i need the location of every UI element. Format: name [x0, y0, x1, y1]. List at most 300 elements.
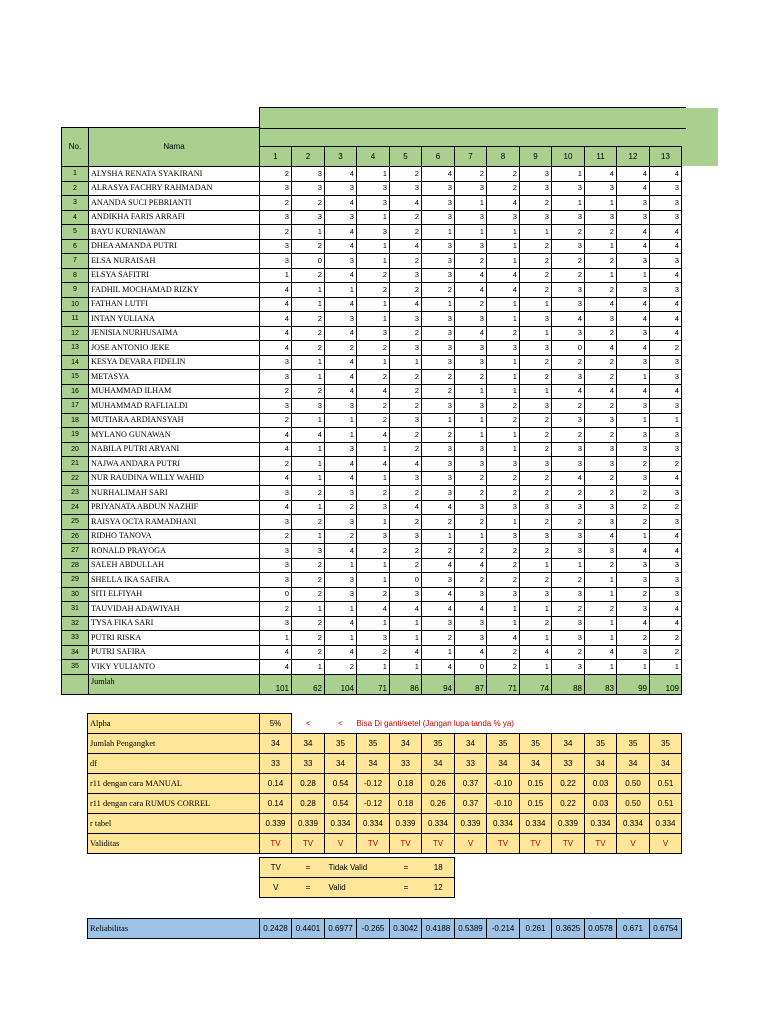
- score-cell[interactable]: 2: [520, 268, 552, 283]
- stats-cell[interactable]: -0.12: [357, 794, 390, 814]
- score-cell[interactable]: 3: [487, 529, 520, 544]
- score-cell[interactable]: 3: [357, 181, 390, 196]
- score-cell[interactable]: 3: [422, 616, 455, 631]
- score-cell[interactable]: 0: [455, 660, 487, 675]
- score-cell[interactable]: 3: [552, 500, 585, 515]
- score-cell[interactable]: 4: [390, 602, 422, 617]
- score-cell[interactable]: 1: [292, 500, 325, 515]
- score-cell[interactable]: 1: [292, 283, 325, 298]
- score-cell[interactable]: 4: [650, 602, 682, 617]
- reliability-cell[interactable]: 0.3625: [552, 919, 585, 939]
- score-cell[interactable]: 1: [422, 413, 455, 428]
- student-name[interactable]: MUHAMMAD RAFLIALDI: [89, 399, 260, 414]
- score-cell[interactable]: 3: [552, 210, 585, 225]
- score-cell[interactable]: 1: [487, 428, 520, 443]
- score-cell[interactable]: 3: [325, 486, 357, 501]
- validity-cell[interactable]: V: [325, 834, 357, 854]
- student-name[interactable]: TYSA FIKA SARI: [89, 616, 260, 631]
- score-cell[interactable]: 2: [455, 515, 487, 530]
- score-cell[interactable]: 1: [487, 239, 520, 254]
- stats-cell[interactable]: 0.339: [260, 814, 292, 834]
- score-cell[interactable]: 3: [357, 326, 390, 341]
- score-cell[interactable]: 2: [520, 370, 552, 385]
- stats-cell[interactable]: -0.10: [487, 774, 520, 794]
- score-cell[interactable]: 1: [455, 428, 487, 443]
- score-cell[interactable]: 1: [292, 457, 325, 472]
- student-name[interactable]: RAISYA OCTA RAMADHANI: [89, 515, 260, 530]
- stats-cell[interactable]: 33: [292, 754, 325, 774]
- score-cell[interactable]: 1: [357, 167, 390, 182]
- stats-cell[interactable]: 0.51: [650, 774, 682, 794]
- stats-cell[interactable]: 35: [585, 734, 617, 754]
- score-cell[interactable]: 1: [455, 196, 487, 211]
- stats-cell[interactable]: 35: [357, 734, 390, 754]
- score-cell[interactable]: 1: [520, 297, 552, 312]
- score-cell[interactable]: 4: [455, 645, 487, 660]
- score-cell[interactable]: 1: [325, 413, 357, 428]
- score-cell[interactable]: 2: [585, 283, 617, 298]
- score-cell[interactable]: 2: [260, 384, 292, 399]
- score-cell[interactable]: 3: [260, 486, 292, 501]
- score-cell[interactable]: 3: [292, 181, 325, 196]
- score-cell[interactable]: 3: [260, 370, 292, 385]
- score-cell[interactable]: 4: [617, 239, 650, 254]
- score-cell[interactable]: 3: [487, 457, 520, 472]
- score-cell[interactable]: 2: [552, 428, 585, 443]
- score-cell[interactable]: 2: [292, 239, 325, 254]
- score-cell[interactable]: 1: [292, 602, 325, 617]
- score-cell[interactable]: 2: [617, 515, 650, 530]
- stats-cell[interactable]: 0.26: [422, 774, 455, 794]
- score-cell[interactable]: 1: [487, 602, 520, 617]
- stats-cell[interactable]: 35: [325, 734, 357, 754]
- score-cell[interactable]: 2: [292, 645, 325, 660]
- score-cell[interactable]: 4: [650, 529, 682, 544]
- score-cell[interactable]: 3: [357, 225, 390, 240]
- score-cell[interactable]: 3: [650, 428, 682, 443]
- stats-cell[interactable]: 0.22: [552, 794, 585, 814]
- score-cell[interactable]: 4: [520, 645, 552, 660]
- score-cell[interactable]: 2: [357, 268, 390, 283]
- score-cell[interactable]: 2: [585, 602, 617, 617]
- score-cell[interactable]: 0: [292, 254, 325, 269]
- score-cell[interactable]: 3: [585, 500, 617, 515]
- score-cell[interactable]: 3: [617, 645, 650, 660]
- score-cell[interactable]: 3: [325, 587, 357, 602]
- score-cell[interactable]: 2: [422, 428, 455, 443]
- score-cell[interactable]: 3: [650, 573, 682, 588]
- score-cell[interactable]: 1: [585, 660, 617, 675]
- score-cell[interactable]: 2: [520, 442, 552, 457]
- score-cell[interactable]: 3: [325, 181, 357, 196]
- score-cell[interactable]: 4: [617, 181, 650, 196]
- score-cell[interactable]: 3: [325, 399, 357, 414]
- score-cell[interactable]: 3: [357, 529, 390, 544]
- student-name[interactable]: TAUVIDAH ADAWIYAH: [89, 602, 260, 617]
- score-cell[interactable]: 1: [260, 631, 292, 646]
- score-cell[interactable]: 3: [422, 341, 455, 356]
- score-cell[interactable]: 4: [650, 225, 682, 240]
- stats-cell[interactable]: 34: [585, 754, 617, 774]
- score-cell[interactable]: 3: [422, 312, 455, 327]
- score-cell[interactable]: 4: [422, 587, 455, 602]
- student-name[interactable]: METASYA: [89, 370, 260, 385]
- stats-cell[interactable]: 0.54: [325, 794, 357, 814]
- score-cell[interactable]: 2: [357, 341, 390, 356]
- score-cell[interactable]: 3: [650, 283, 682, 298]
- stats-cell[interactable]: 34: [487, 754, 520, 774]
- score-cell[interactable]: 3: [520, 312, 552, 327]
- stats-cell[interactable]: 33: [455, 754, 487, 774]
- stats-cell[interactable]: 34: [617, 754, 650, 774]
- score-cell[interactable]: 3: [325, 515, 357, 530]
- score-cell[interactable]: 4: [585, 645, 617, 660]
- score-cell[interactable]: 4: [650, 312, 682, 327]
- student-name[interactable]: VIKY YULIANTO: [89, 660, 260, 675]
- stats-cell[interactable]: 34: [325, 754, 357, 774]
- score-cell[interactable]: 3: [552, 631, 585, 646]
- score-cell[interactable]: 3: [520, 341, 552, 356]
- score-cell[interactable]: 2: [292, 573, 325, 588]
- student-name[interactable]: NUR RAUDINA WILLY WAHID: [89, 471, 260, 486]
- stats-cell[interactable]: 0.339: [552, 814, 585, 834]
- student-name[interactable]: BAYU KURNIAWAN: [89, 225, 260, 240]
- score-cell[interactable]: 2: [520, 616, 552, 631]
- score-cell[interactable]: 4: [487, 283, 520, 298]
- score-cell[interactable]: 4: [455, 558, 487, 573]
- score-cell[interactable]: 2: [292, 587, 325, 602]
- score-cell[interactable]: 4: [390, 645, 422, 660]
- score-cell[interactable]: 3: [650, 254, 682, 269]
- score-cell[interactable]: 4: [650, 167, 682, 182]
- score-cell[interactable]: 3: [325, 573, 357, 588]
- score-cell[interactable]: 3: [650, 370, 682, 385]
- reliability-cell[interactable]: -0.265: [357, 919, 390, 939]
- score-cell[interactable]: 3: [650, 486, 682, 501]
- score-cell[interactable]: 4: [552, 471, 585, 486]
- score-cell[interactable]: 3: [422, 268, 455, 283]
- score-cell[interactable]: 2: [357, 283, 390, 298]
- score-cell[interactable]: 1: [390, 616, 422, 631]
- score-cell[interactable]: 1: [617, 529, 650, 544]
- stats-cell[interactable]: 35: [520, 734, 552, 754]
- score-cell[interactable]: 4: [585, 167, 617, 182]
- score-cell[interactable]: 2: [325, 529, 357, 544]
- score-cell[interactable]: 3: [487, 587, 520, 602]
- score-cell[interactable]: 3: [617, 254, 650, 269]
- score-cell[interactable]: 3: [552, 616, 585, 631]
- score-cell[interactable]: 2: [552, 515, 585, 530]
- score-cell[interactable]: 2: [422, 544, 455, 559]
- student-name[interactable]: NAJWA ANDARA PUTRI: [89, 457, 260, 472]
- score-cell[interactable]: 2: [292, 268, 325, 283]
- score-cell[interactable]: 2: [487, 326, 520, 341]
- score-cell[interactable]: 2: [390, 558, 422, 573]
- score-cell[interactable]: 3: [487, 500, 520, 515]
- score-cell[interactable]: 2: [552, 486, 585, 501]
- stats-cell[interactable]: 0.18: [390, 794, 422, 814]
- score-cell[interactable]: 2: [390, 384, 422, 399]
- score-cell[interactable]: 3: [552, 326, 585, 341]
- score-cell[interactable]: 1: [325, 283, 357, 298]
- score-cell[interactable]: 3: [552, 413, 585, 428]
- score-cell[interactable]: 1: [487, 515, 520, 530]
- validity-cell[interactable]: TV: [357, 834, 390, 854]
- score-cell[interactable]: 2: [357, 587, 390, 602]
- validity-cell[interactable]: TV: [390, 834, 422, 854]
- score-cell[interactable]: 1: [292, 413, 325, 428]
- score-cell[interactable]: 1: [357, 210, 390, 225]
- stats-cell[interactable]: 0.14: [260, 774, 292, 794]
- score-cell[interactable]: 3: [552, 529, 585, 544]
- stats-cell[interactable]: -0.10: [487, 794, 520, 814]
- score-cell[interactable]: 4: [260, 297, 292, 312]
- score-cell[interactable]: 4: [325, 457, 357, 472]
- stats-cell[interactable]: 35: [617, 734, 650, 754]
- score-cell[interactable]: 1: [585, 196, 617, 211]
- score-cell[interactable]: 2: [260, 413, 292, 428]
- score-cell[interactable]: 2: [260, 602, 292, 617]
- score-cell[interactable]: 1: [325, 428, 357, 443]
- reliability-cell[interactable]: 0.6754: [650, 919, 682, 939]
- score-cell[interactable]: 2: [650, 341, 682, 356]
- score-cell[interactable]: 2: [650, 631, 682, 646]
- score-cell[interactable]: 4: [455, 326, 487, 341]
- score-cell[interactable]: 3: [325, 254, 357, 269]
- score-cell[interactable]: 4: [617, 225, 650, 240]
- score-cell[interactable]: 1: [422, 645, 455, 660]
- score-cell[interactable]: 4: [552, 312, 585, 327]
- score-cell[interactable]: 4: [325, 645, 357, 660]
- score-cell[interactable]: 3: [455, 210, 487, 225]
- score-cell[interactable]: 3: [260, 181, 292, 196]
- score-cell[interactable]: 3: [390, 341, 422, 356]
- score-cell[interactable]: 3: [650, 181, 682, 196]
- score-cell[interactable]: 2: [617, 457, 650, 472]
- score-cell[interactable]: 1: [487, 225, 520, 240]
- score-cell[interactable]: 2: [422, 370, 455, 385]
- score-cell[interactable]: 1: [455, 384, 487, 399]
- score-cell[interactable]: 1: [422, 529, 455, 544]
- score-cell[interactable]: 3: [487, 341, 520, 356]
- score-cell[interactable]: 3: [520, 167, 552, 182]
- score-cell[interactable]: 1: [520, 326, 552, 341]
- score-cell[interactable]: 4: [650, 471, 682, 486]
- student-name[interactable]: SALEH ABDULLAH: [89, 558, 260, 573]
- score-cell[interactable]: 2: [390, 515, 422, 530]
- score-cell[interactable]: 3: [617, 399, 650, 414]
- score-cell[interactable]: 3: [390, 471, 422, 486]
- score-cell[interactable]: 4: [422, 660, 455, 675]
- score-cell[interactable]: 3: [260, 616, 292, 631]
- score-cell[interactable]: 4: [292, 428, 325, 443]
- score-cell[interactable]: 3: [617, 558, 650, 573]
- score-cell[interactable]: 2: [552, 268, 585, 283]
- reliability-cell[interactable]: 0.4188: [422, 919, 455, 939]
- score-cell[interactable]: 2: [292, 196, 325, 211]
- score-cell[interactable]: 4: [357, 428, 390, 443]
- stats-cell[interactable]: 0.28: [292, 794, 325, 814]
- score-cell[interactable]: 4: [487, 196, 520, 211]
- score-cell[interactable]: 2: [585, 558, 617, 573]
- stats-cell[interactable]: 35: [487, 734, 520, 754]
- stats-cell[interactable]: 34: [650, 754, 682, 774]
- score-cell[interactable]: 2: [357, 544, 390, 559]
- score-cell[interactable]: 2: [422, 631, 455, 646]
- score-cell[interactable]: 4: [585, 341, 617, 356]
- student-name[interactable]: SITI ELFIYAH: [89, 587, 260, 602]
- score-cell[interactable]: 4: [260, 428, 292, 443]
- score-cell[interactable]: 4: [390, 297, 422, 312]
- score-cell[interactable]: 4: [650, 268, 682, 283]
- score-cell[interactable]: 4: [357, 602, 390, 617]
- score-cell[interactable]: 3: [455, 631, 487, 646]
- student-name[interactable]: PUTRI SAFIRA: [89, 645, 260, 660]
- score-cell[interactable]: 3: [422, 399, 455, 414]
- score-cell[interactable]: 2: [390, 399, 422, 414]
- student-name[interactable]: RONALD PRAYOGA: [89, 544, 260, 559]
- score-cell[interactable]: 2: [520, 486, 552, 501]
- score-cell[interactable]: 3: [260, 210, 292, 225]
- student-name[interactable]: SHELLA IKA SAFIRA: [89, 573, 260, 588]
- score-cell[interactable]: 3: [390, 181, 422, 196]
- score-cell[interactable]: 2: [487, 645, 520, 660]
- score-cell[interactable]: 2: [487, 413, 520, 428]
- score-cell[interactable]: 4: [390, 196, 422, 211]
- score-cell[interactable]: 4: [617, 167, 650, 182]
- score-cell[interactable]: 1: [617, 413, 650, 428]
- score-cell[interactable]: 4: [325, 471, 357, 486]
- reliability-cell[interactable]: 0.261: [520, 919, 552, 939]
- score-cell[interactable]: 2: [455, 297, 487, 312]
- score-cell[interactable]: 1: [585, 616, 617, 631]
- score-cell[interactable]: 4: [585, 297, 617, 312]
- score-cell[interactable]: 2: [292, 616, 325, 631]
- score-cell[interactable]: 1: [357, 254, 390, 269]
- score-cell[interactable]: 3: [650, 515, 682, 530]
- score-cell[interactable]: 1: [357, 471, 390, 486]
- score-cell[interactable]: 3: [422, 326, 455, 341]
- score-cell[interactable]: 3: [520, 529, 552, 544]
- score-cell[interactable]: 4: [650, 384, 682, 399]
- score-cell[interactable]: 3: [520, 500, 552, 515]
- stats-cell[interactable]: 34: [292, 734, 325, 754]
- score-cell[interactable]: 1: [650, 413, 682, 428]
- score-cell[interactable]: 2: [520, 254, 552, 269]
- score-cell[interactable]: 3: [585, 442, 617, 457]
- score-cell[interactable]: 3: [260, 355, 292, 370]
- score-cell[interactable]: 1: [455, 413, 487, 428]
- student-name[interactable]: ELSYA SAFITRI: [89, 268, 260, 283]
- score-cell[interactable]: 1: [520, 631, 552, 646]
- score-cell[interactable]: 2: [390, 254, 422, 269]
- score-cell[interactable]: 1: [357, 312, 390, 327]
- stats-cell[interactable]: 0.03: [585, 774, 617, 794]
- score-cell[interactable]: 4: [260, 326, 292, 341]
- stats-cell[interactable]: 35: [422, 734, 455, 754]
- score-cell[interactable]: 1: [487, 442, 520, 457]
- stats-cell[interactable]: 34: [552, 734, 585, 754]
- score-cell[interactable]: 4: [260, 500, 292, 515]
- score-cell[interactable]: 3: [552, 181, 585, 196]
- stats-cell[interactable]: -0.12: [357, 774, 390, 794]
- score-cell[interactable]: 3: [357, 196, 390, 211]
- score-cell[interactable]: 3: [617, 326, 650, 341]
- score-cell[interactable]: 4: [422, 500, 455, 515]
- score-cell[interactable]: 3: [585, 312, 617, 327]
- validity-cell[interactable]: V: [650, 834, 682, 854]
- score-cell[interactable]: 2: [292, 631, 325, 646]
- stats-cell[interactable]: 0.334: [617, 814, 650, 834]
- score-cell[interactable]: 4: [260, 471, 292, 486]
- score-cell[interactable]: 2: [390, 225, 422, 240]
- score-cell[interactable]: 2: [455, 167, 487, 182]
- validity-cell[interactable]: TV: [552, 834, 585, 854]
- score-cell[interactable]: 3: [422, 181, 455, 196]
- stats-cell[interactable]: 34: [422, 754, 455, 774]
- reliability-cell[interactable]: 0.671: [617, 919, 650, 939]
- score-cell[interactable]: 1: [390, 660, 422, 675]
- score-cell[interactable]: 4: [260, 645, 292, 660]
- score-cell[interactable]: 0: [552, 341, 585, 356]
- score-cell[interactable]: 2: [520, 239, 552, 254]
- score-cell[interactable]: 2: [617, 587, 650, 602]
- score-cell[interactable]: 2: [520, 283, 552, 298]
- score-cell[interactable]: 2: [325, 500, 357, 515]
- student-name[interactable]: RIDHO TANOVA: [89, 529, 260, 544]
- student-name[interactable]: NURHALIMAH SARI: [89, 486, 260, 501]
- score-cell[interactable]: 1: [422, 225, 455, 240]
- score-cell[interactable]: 2: [552, 602, 585, 617]
- score-cell[interactable]: 2: [585, 486, 617, 501]
- score-cell[interactable]: 1: [292, 471, 325, 486]
- score-cell[interactable]: 3: [455, 616, 487, 631]
- score-cell[interactable]: 3: [552, 370, 585, 385]
- score-cell[interactable]: 3: [487, 210, 520, 225]
- score-cell[interactable]: 1: [487, 297, 520, 312]
- score-cell[interactable]: 1: [292, 442, 325, 457]
- score-cell[interactable]: 2: [585, 326, 617, 341]
- score-cell[interactable]: 2: [357, 486, 390, 501]
- score-cell[interactable]: 3: [260, 239, 292, 254]
- score-cell[interactable]: 2: [585, 254, 617, 269]
- stats-cell[interactable]: 0.03: [585, 794, 617, 814]
- score-cell[interactable]: 1: [552, 196, 585, 211]
- score-cell[interactable]: 1: [617, 660, 650, 675]
- score-cell[interactable]: 1: [260, 268, 292, 283]
- score-cell[interactable]: 4: [617, 384, 650, 399]
- score-cell[interactable]: 2: [357, 413, 390, 428]
- score-cell[interactable]: 3: [422, 442, 455, 457]
- score-cell[interactable]: 1: [650, 660, 682, 675]
- student-name[interactable]: MYLANO GUNAWAN: [89, 428, 260, 443]
- score-cell[interactable]: 1: [357, 355, 390, 370]
- student-name[interactable]: FATHAN LUTFI: [89, 297, 260, 312]
- score-cell[interactable]: 3: [455, 587, 487, 602]
- stats-cell[interactable]: 0.50: [617, 794, 650, 814]
- score-cell[interactable]: 3: [650, 399, 682, 414]
- score-cell[interactable]: 2: [650, 500, 682, 515]
- alpha-value[interactable]: 5%: [260, 714, 292, 734]
- validity-cell[interactable]: TV: [260, 834, 292, 854]
- score-cell[interactable]: 1: [357, 616, 390, 631]
- score-cell[interactable]: 3: [422, 254, 455, 269]
- score-cell[interactable]: 4: [260, 283, 292, 298]
- score-cell[interactable]: 2: [552, 399, 585, 414]
- score-cell[interactable]: 1: [357, 515, 390, 530]
- score-cell[interactable]: 2: [487, 573, 520, 588]
- score-cell[interactable]: 4: [325, 384, 357, 399]
